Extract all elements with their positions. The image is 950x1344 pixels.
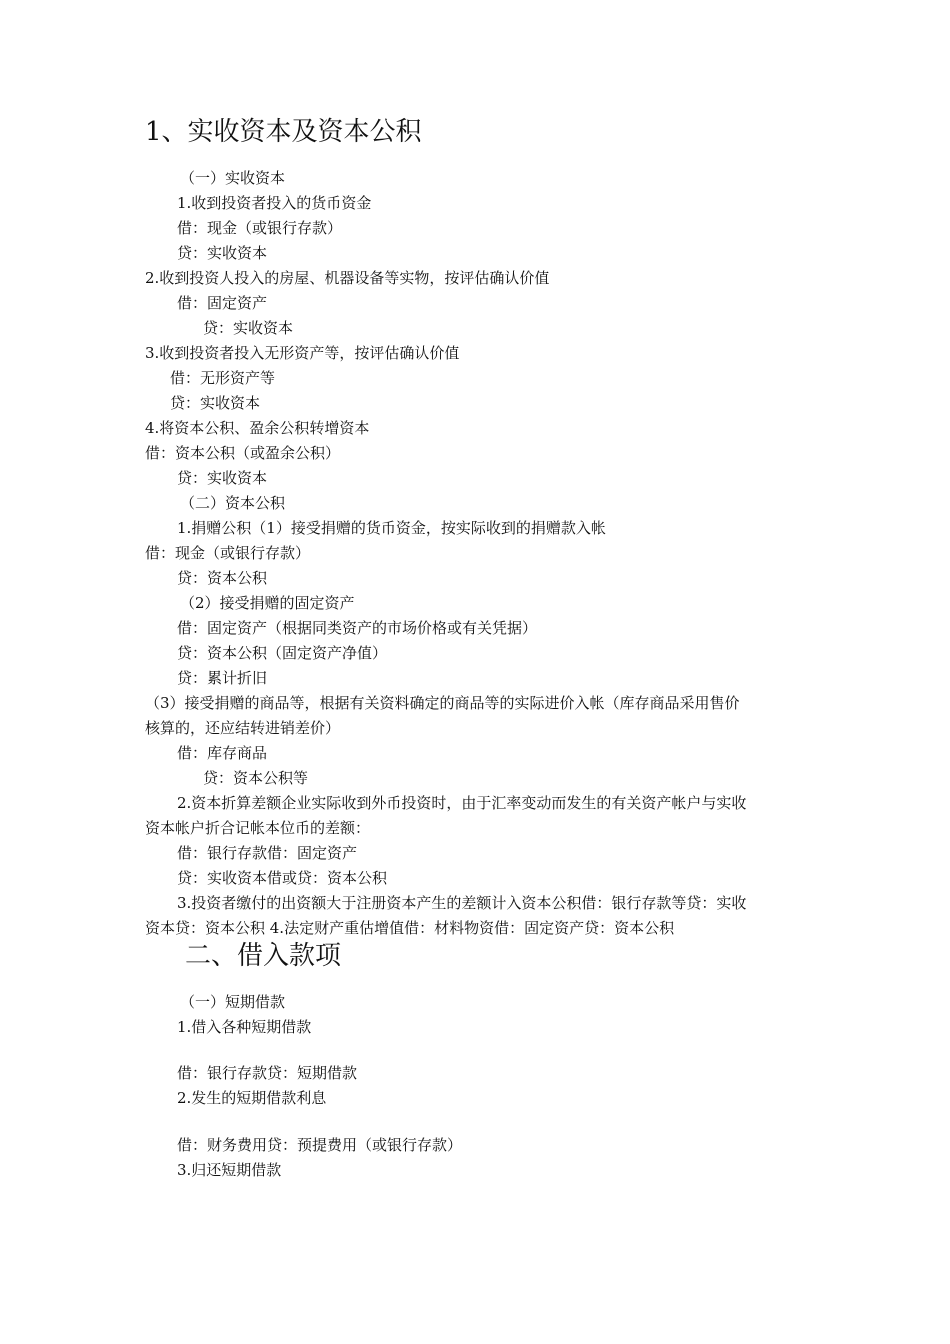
section1-line: 借：银行存款借：固定资产 xyxy=(177,844,358,862)
section1-line: 贷：实收资本 xyxy=(177,469,268,487)
section1-line: 贷：实收资本 xyxy=(170,394,261,412)
section1-line: （二）资本公积 xyxy=(180,494,286,512)
section1-line: 借：资本公积（或盈余公积） xyxy=(145,444,341,462)
section1-line: 借：无形资产等 xyxy=(170,369,276,387)
section2-line: 借：银行存款贷：短期借款 xyxy=(177,1064,358,1082)
section1-line: 借：现金（或银行存款） xyxy=(177,219,343,237)
section2-line: 借：财务费用贷：预提费用（或银行存款） xyxy=(177,1136,463,1154)
section1-line: 贷：实收资本 xyxy=(177,244,268,262)
section1-line: 3.投资者缴付的出资额大于注册资本产生的差额计入资本公积借：银行存款等贷：实收 xyxy=(177,894,747,912)
section1-line: 借：库存商品 xyxy=(177,744,268,762)
section1-line: 3.收到投资者投入无形资产等，按评估确认价值 xyxy=(145,344,460,362)
section2-line: 3.归还短期借款 xyxy=(177,1161,282,1179)
section1-line: 1.捐赠公积（1）接受捐赠的货币资金，按实际收到的捐赠款入帐 xyxy=(177,519,606,537)
section1-line: 资本帐户折合记帐本位币的差额： xyxy=(145,819,371,837)
section1-line: （3）接受捐赠的商品等，根据有关资料确定的商品等的实际进价入帐（库存商品采用售价 xyxy=(145,694,740,712)
section1-line: 核算的，还应结转进销差价） xyxy=(145,719,341,737)
section1-line: 资本贷：资本公积 4.法定财产重估增值借：材料物资借：固定资产贷：资本公积 xyxy=(145,919,675,937)
section1-line: 借：固定资产（根据同类资产的市场价格或有关凭据） xyxy=(177,619,538,637)
section1-line: 4.将资本公积、盈余公积转增资本 xyxy=(145,419,370,437)
section1-line: 2.资本折算差额企业实际收到外币投资时，由于汇率变动而发生的有关资产帐户与实收 xyxy=(177,794,747,812)
section1-line: 贷：累计折旧 xyxy=(177,669,268,687)
section1-line: 借：固定资产 xyxy=(177,294,268,312)
section1-line: 贷：资本公积等 xyxy=(203,769,309,787)
section1-line: （2）接受捐赠的固定资产 xyxy=(180,594,355,612)
section1-line: 2.收到投资人投入的房屋、机器设备等实物，按评估确认价值 xyxy=(145,269,550,287)
section1-line: 1.收到投资者投入的货币资金 xyxy=(177,194,372,212)
section2-heading: 二、借入款项 xyxy=(185,941,342,971)
section1-line: （一）实收资本 xyxy=(180,169,286,187)
section1-line: 贷：实收资本 xyxy=(203,319,294,337)
section1-line: 贷：实收资本借或贷：资本公积 xyxy=(177,869,388,887)
section1-line: 贷：资本公积（固定资产净值） xyxy=(177,644,388,662)
section2-line: 1.借入各种短期借款 xyxy=(177,1018,312,1036)
section2-line: （一）短期借款 xyxy=(180,993,286,1011)
section2-line: 2.发生的短期借款利息 xyxy=(177,1089,327,1107)
section1-heading: 1、实收资本及资本公积 xyxy=(145,117,422,147)
section1-line: 借：现金（或银行存款） xyxy=(145,544,311,562)
section1-line: 贷：资本公积 xyxy=(177,569,268,587)
